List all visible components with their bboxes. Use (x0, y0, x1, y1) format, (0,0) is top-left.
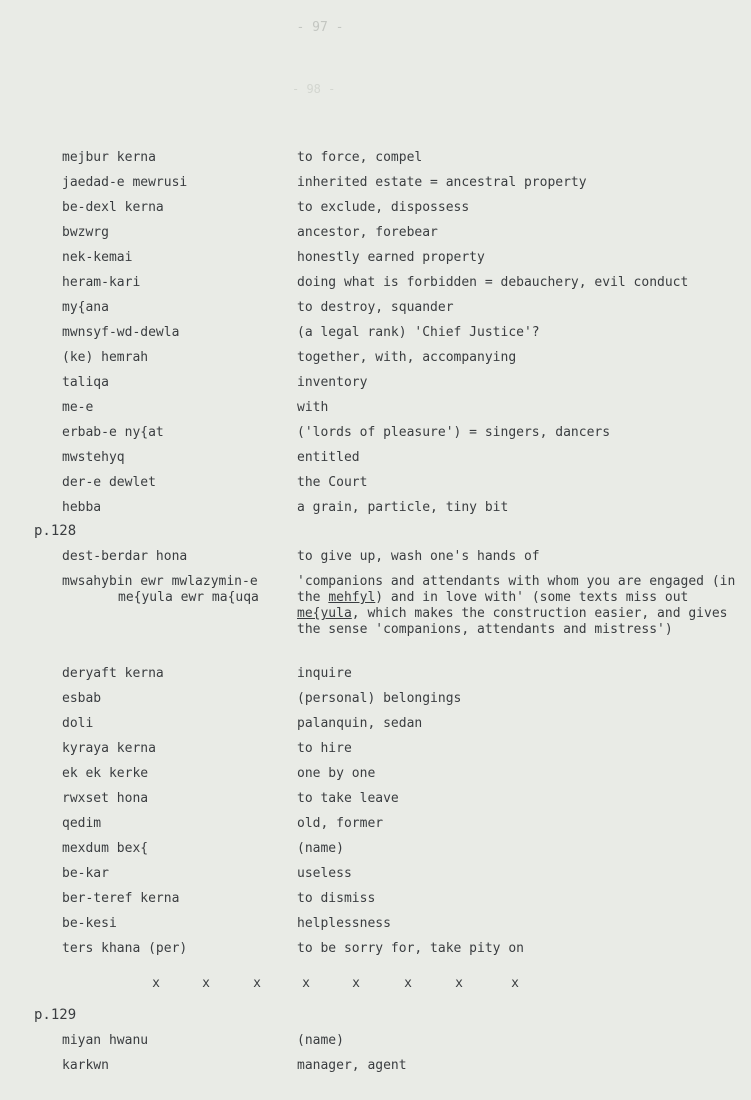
entry-term: deryaft kerna (62, 666, 164, 681)
separator-mark: x (511, 976, 519, 991)
entry-gloss: (name) (297, 1033, 344, 1048)
entry-term: kyraya kerna (62, 741, 156, 756)
entry-term (62, 574, 259, 606)
entry-term: mwstehyq (62, 450, 125, 465)
separator-mark: x (253, 976, 261, 991)
entry-term: karkwn (62, 1058, 109, 1073)
entry-term: nek-kemai (62, 250, 133, 265)
entry-gloss: inherited estate = ancestral property (297, 175, 587, 190)
page-reference: p.128 (34, 523, 77, 539)
entry-term: taliqa (62, 375, 109, 390)
underlined-term: mehfyl (328, 590, 376, 605)
page-reference: p.129 (34, 1007, 77, 1023)
entry-term: jaedad-e mewrusi (62, 175, 188, 190)
entry-gloss (297, 574, 737, 638)
entry-term: (ke) hemrah (62, 350, 149, 365)
entry-gloss: inquire (297, 666, 352, 681)
section-separator (0, 976, 751, 992)
underlined-term: me{yula (297, 606, 352, 621)
entry-gloss: entitled (297, 450, 360, 465)
entry-term: miyan hwanu (62, 1033, 149, 1048)
entry-term: qedim (62, 816, 102, 831)
entry-gloss: inventory (297, 375, 368, 390)
entry-gloss: a grain, particle, tiny bit (297, 500, 509, 515)
entry-gloss: to exclude, dispossess (297, 200, 470, 215)
entry-gloss: one by one (297, 766, 376, 781)
entry-gloss: to give up, wash one's hands of (297, 549, 540, 564)
page-number: - 97 - (296, 20, 344, 35)
entry-term: rwxset hona (62, 791, 149, 806)
entry-gloss: to dismiss (297, 891, 376, 906)
entry-term: der-e dewlet (62, 475, 156, 490)
entry-gloss: to destroy, squander (297, 300, 454, 315)
entry-gloss: together, with, accompanying (297, 350, 517, 365)
entry-term: ber-teref kerna (62, 891, 180, 906)
separator-mark: x (455, 976, 463, 991)
separator-mark: x (302, 976, 310, 991)
gloss-part: ) and in love with' (some texts miss out (375, 590, 689, 605)
entry-gloss: old, former (297, 816, 384, 831)
entry-term: esbab (62, 691, 102, 706)
entry-gloss: to force, compel (297, 150, 423, 165)
separator-mark: x (404, 976, 412, 991)
entry-term: be-kesi (62, 916, 117, 931)
entry-gloss: with (297, 400, 329, 415)
gloss-part: 'companions and attendants with whom you are engaged (in the (297, 574, 736, 605)
separator-mark: x (202, 976, 210, 991)
entry-term: me-e (62, 400, 94, 415)
entry-term: be-dexl kerna (62, 200, 164, 215)
entry-term: mexdum bex{ (62, 841, 149, 856)
show-through-page-number: - 98 - (292, 82, 336, 96)
entry-gloss: the Court (297, 475, 368, 490)
entry-term: erbab-e ny{at (62, 425, 164, 440)
entry-gloss: (name) (297, 841, 344, 856)
entry-gloss: useless (297, 866, 352, 881)
entry-gloss: ancestor, forebear (297, 225, 438, 240)
entry-term: ek ek kerke (62, 766, 149, 781)
entry-term: mwnsyf-wd-dewla (62, 325, 180, 340)
entry-gloss: helplessness (297, 916, 391, 931)
entry-gloss: (a legal rank) 'Chief Justice'? (297, 325, 540, 340)
entry-term: heram-kari (62, 275, 141, 290)
entry-gloss: to hire (297, 741, 352, 756)
entry-term-line: mwsahybin ewr mwlazymin-e (62, 574, 258, 589)
separator-mark: x (152, 976, 160, 991)
entry-term: ters khana (per) (62, 941, 188, 956)
entry-gloss: (personal) belongings (297, 691, 462, 706)
entry-gloss: doing what is forbidden = debauchery, evil conduct (297, 275, 689, 290)
entry-term: be-kar (62, 866, 109, 881)
entry-gloss: ('lords of pleasure') = singers, dancers (297, 425, 611, 440)
entry-gloss: palanquin, sedan (297, 716, 423, 731)
entry-term: mejbur kerna (62, 150, 156, 165)
separator-mark: x (352, 976, 360, 991)
entry-term: my{ana (62, 300, 109, 315)
entry-gloss: to be sorry for, take pity on (297, 941, 524, 956)
entry-gloss: manager, agent (297, 1058, 407, 1073)
entry-term: dest-berdar hona (62, 549, 188, 564)
entry-term: doli (62, 716, 94, 731)
entry-term-continuation: me{yula ewr ma{uqa (118, 590, 259, 605)
entry-gloss: honestly earned property (297, 250, 485, 265)
entry-term: bwzwrg (62, 225, 109, 240)
entry-gloss: to take leave (297, 791, 399, 806)
gloss-part: , which makes the construction easier, and gives the sense 'companions, attendants and mistress') (297, 606, 728, 637)
entry-term: hebba (62, 500, 102, 515)
